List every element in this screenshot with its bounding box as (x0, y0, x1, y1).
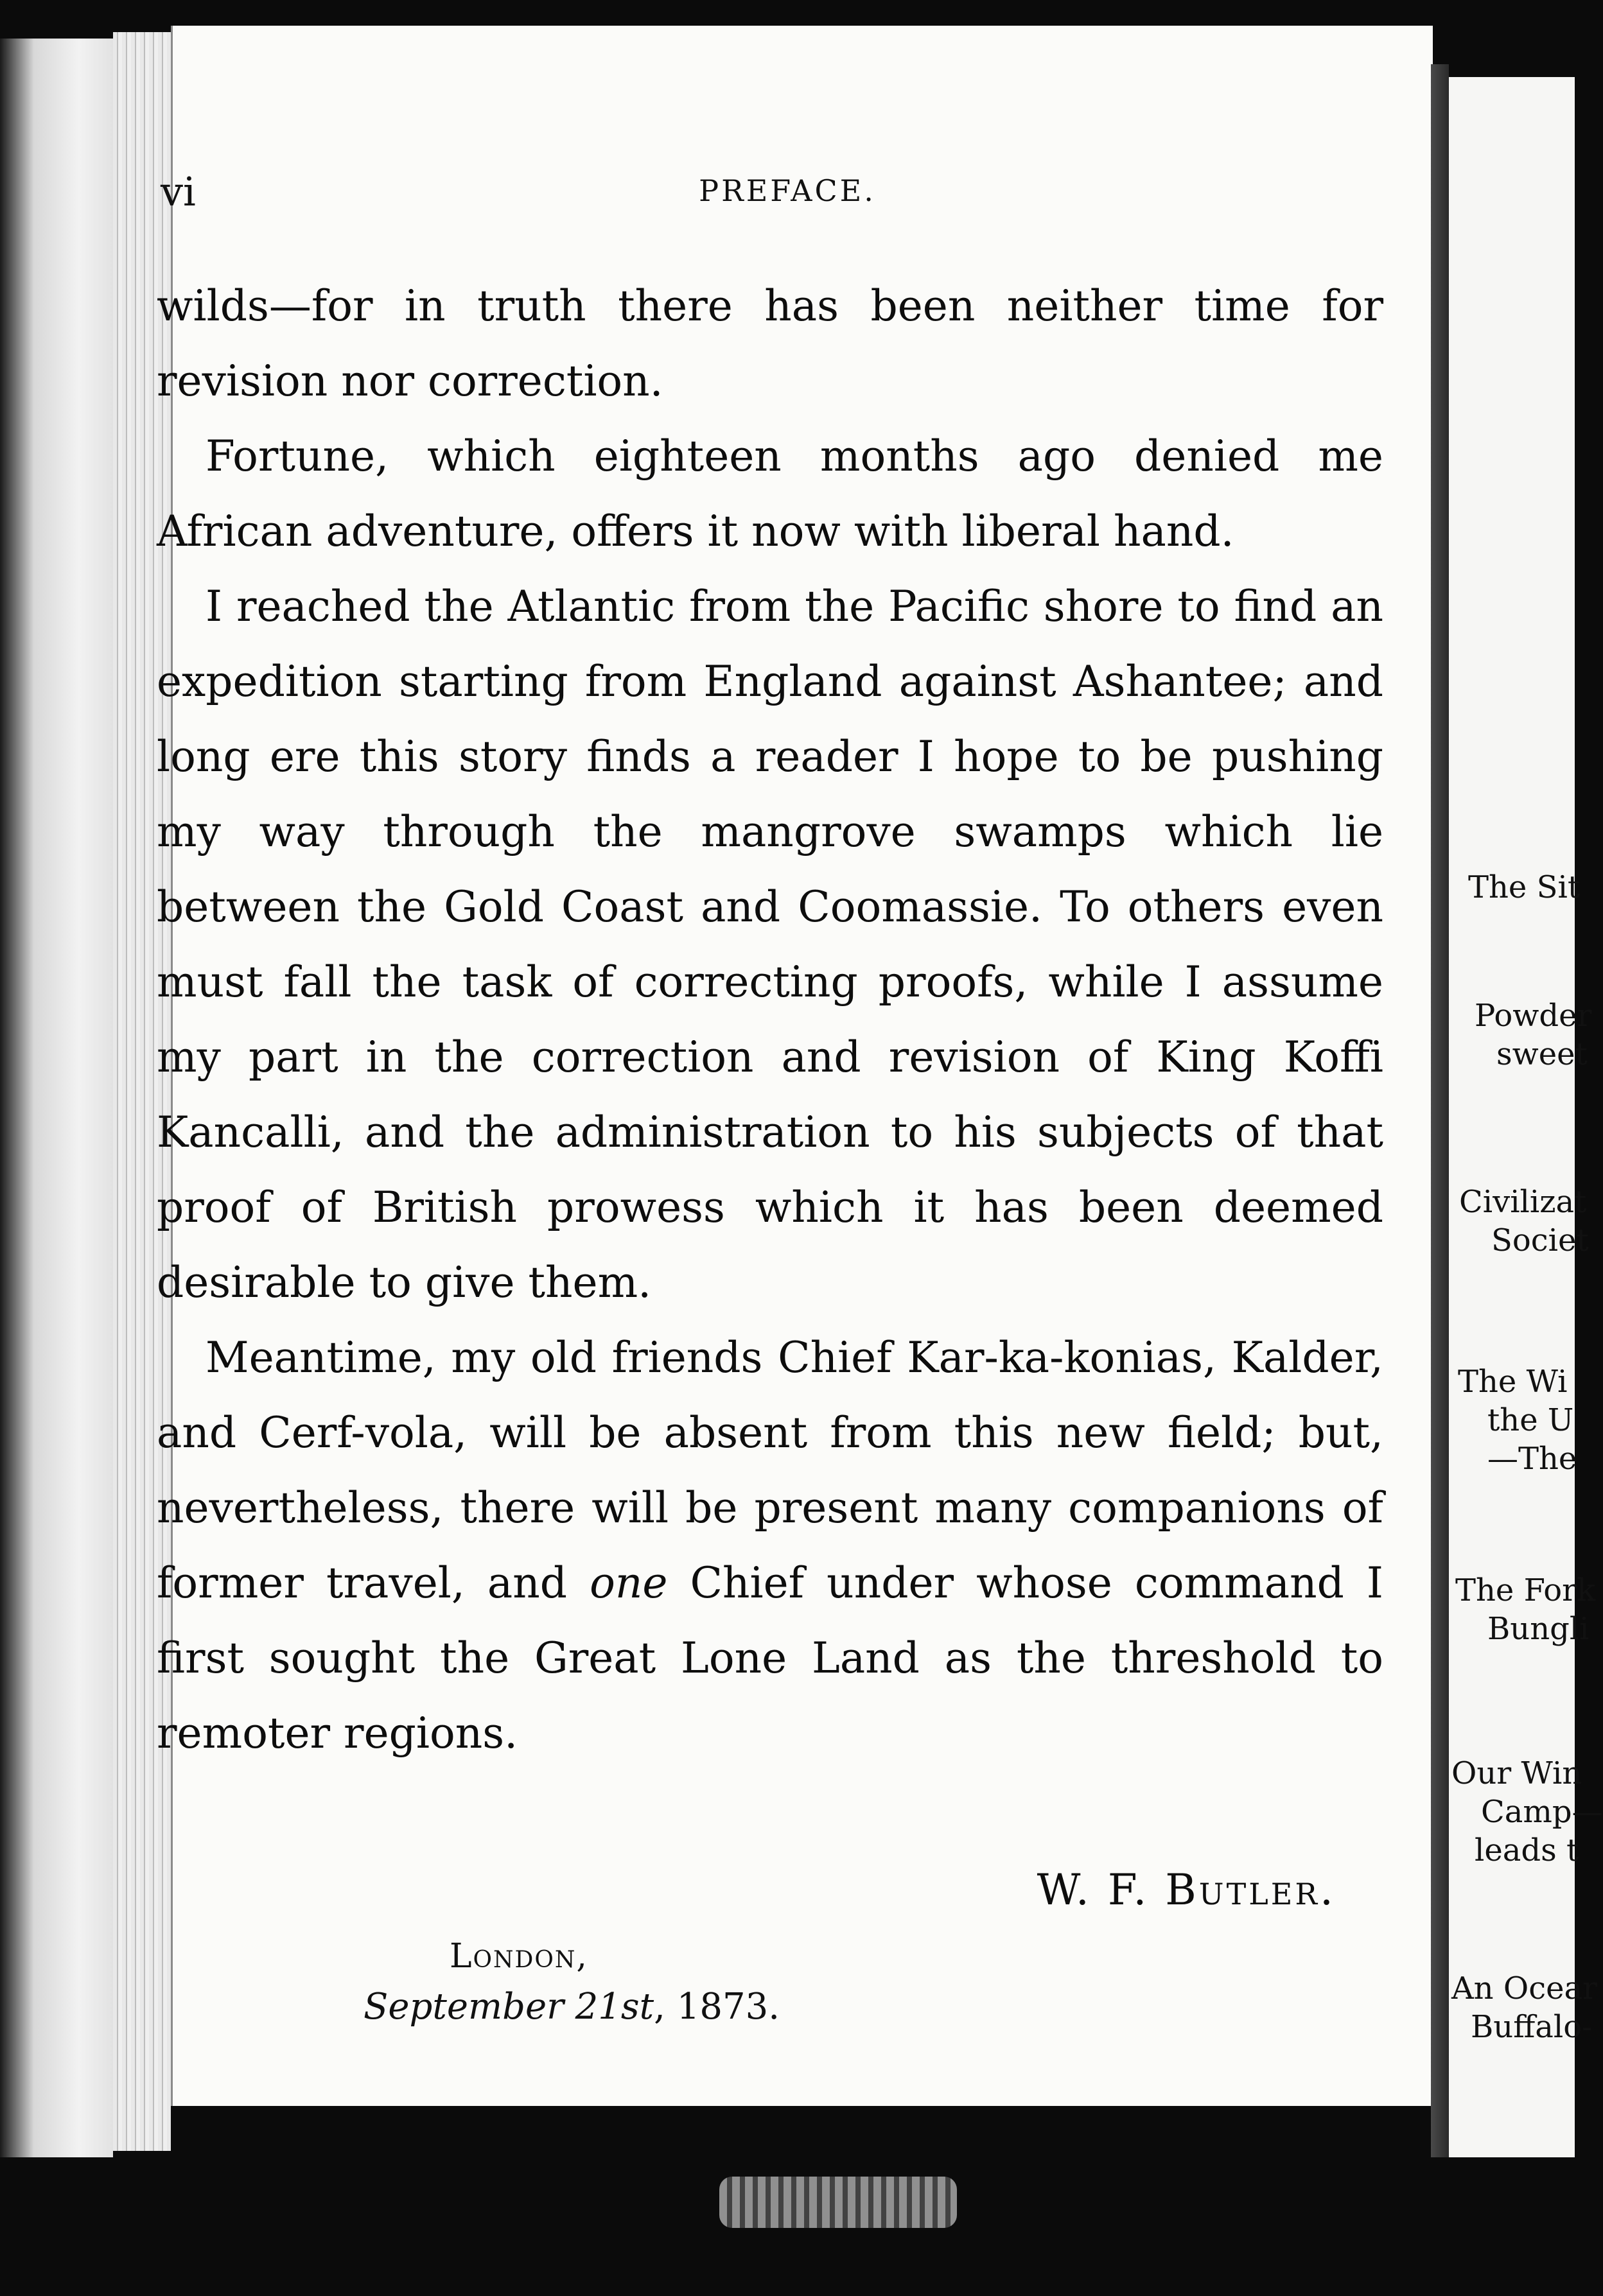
paragraph-1 (157, 268, 1383, 419)
place-line: London, (450, 1937, 588, 1976)
date-year: , 1873. (654, 1986, 780, 2028)
paragraph-4 (157, 1320, 1383, 1771)
paragraph-2-text: Fortune, which eighteen months ago denied me African adventure, offers it now with liberal hand. (157, 431, 1383, 556)
scan-left-margin (0, 39, 113, 2157)
adjacent-text-fragment: Powder (1475, 998, 1592, 1034)
scan-bottom-artifact (719, 2177, 957, 2228)
paragraph-4-emphasis: one (590, 1558, 668, 1608)
paragraph-4-text-b: Chief under whose command I first sought the Great Lone Land as the threshold to remoter regions. (157, 1558, 1383, 1758)
paragraph-3-text: I reached the Atlantic from the Pacific shore to find an expedition starting from England against Ashantee; and long ere this story finds a reader I hope to be pushing my way through the mangrove swamps which lie between the Gold Coast and Coomassie. To others even must fall the task of correcting proofs, while I assume my part in the correction and revision of King Koffi Kancalli, and the administration to his subjects of that proof of British prowess which it has been deemed desirable to give them. (157, 582, 1383, 1307)
page-header (0, 168, 1575, 220)
book-gutter (1431, 64, 1449, 2157)
adjacent-text-fragment: The Sit (1468, 869, 1581, 905)
author-signature: W. F. Butler. (1037, 1865, 1336, 1915)
paragraph-4-text-a: Meantime, my old friends Chief Kar-ka-konias, Kalder, and Cerf-vola, will be absent from this new field; but, nevertheless, there will be present many companions of former travel, and (157, 1333, 1383, 1608)
adjacent-page (1449, 77, 1603, 2157)
date-month-day: September 21st (364, 1986, 654, 2028)
preface-body (157, 268, 1383, 1771)
adjacent-text-fragment: leads t (1475, 1832, 1579, 1868)
running-head: PREFACE. (699, 173, 876, 208)
adjacent-text-fragment: Societ (1491, 1222, 1589, 1258)
adjacent-text-fragment: —The (1487, 1441, 1577, 1477)
adjacent-text-fragment: Civilizat (1459, 1184, 1587, 1220)
paragraph-3 (157, 569, 1383, 1320)
adjacent-text-fragment: the U (1487, 1402, 1574, 1438)
adjacent-text-fragment: The Wi (1458, 1364, 1568, 1400)
adjacent-text-fragment: An Ocear (1451, 1970, 1598, 2006)
paragraph-1-text: wilds—for in truth there has been neither time for revision nor correction. (157, 281, 1383, 406)
adjacent-text-fragment: Buffalo- (1471, 2009, 1593, 2045)
adjacent-text-fragment: Camp— (1481, 1794, 1603, 1830)
date-line (364, 1986, 780, 2028)
adjacent-text-fragment: Bungli (1487, 1611, 1590, 1647)
adjacent-text-fragment: sweet (1496, 1036, 1588, 1072)
adjacent-text-fragment: The Fork (1455, 1572, 1596, 1608)
paragraph-2 (157, 419, 1383, 569)
adjacent-text-fragment: Our Win (1451, 1755, 1582, 1791)
page-number: vi (161, 168, 196, 215)
